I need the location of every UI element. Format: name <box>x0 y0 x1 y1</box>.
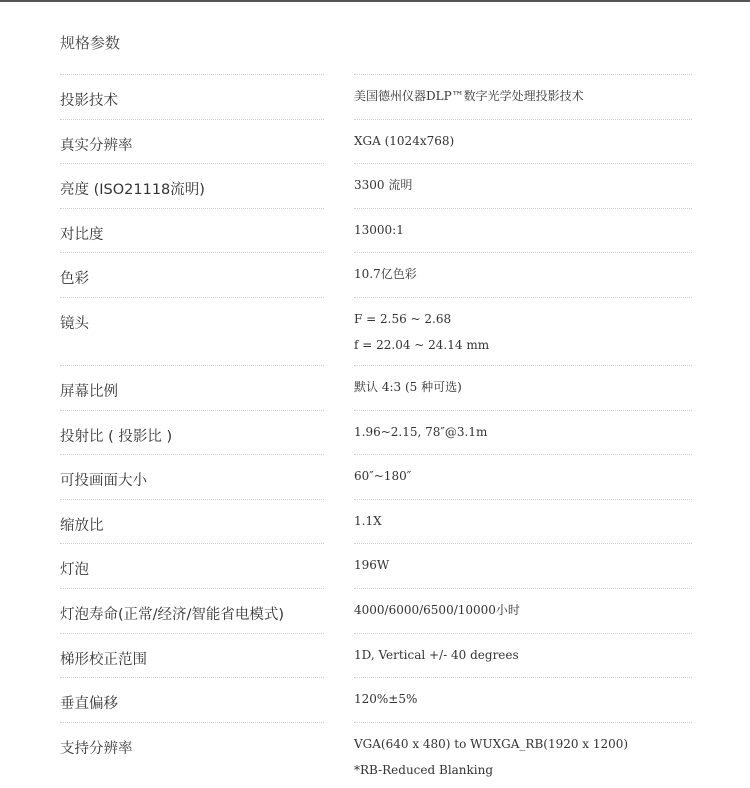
spec-value-line: XGA (1024x768) <box>354 134 455 148</box>
spec-label: 缩放比 <box>60 499 324 543</box>
spec-value-line: 美国德州仪器DLP™数字光学处理投影技术 <box>354 89 584 103</box>
spec-row <box>60 454 692 499</box>
spec-label: 对比度 <box>60 208 324 252</box>
spec-value <box>354 588 692 633</box>
spec-label: 灯泡寿命(正常/经济/智能省电模式) <box>60 588 324 633</box>
spec-row <box>60 208 692 252</box>
spec-row <box>60 677 692 722</box>
spec-value <box>354 163 692 208</box>
spec-value <box>354 722 692 788</box>
spec-value-line: 196W <box>354 558 390 572</box>
spec-label: 可投画面大小 <box>60 454 324 499</box>
section-title: 规格参数 <box>60 34 121 52</box>
spec-row <box>60 633 692 677</box>
spec-value-line: 1D, Vertical +/- 40 degrees <box>354 648 519 662</box>
spec-value-line: 4000/6000/6500/10000小时 <box>354 603 520 617</box>
spec-value-line: 60″~180″ <box>354 469 412 483</box>
spec-value <box>354 119 692 163</box>
spec-label: 投影技术 <box>60 74 324 119</box>
spec-value <box>354 499 692 543</box>
spec-value-line: f = 22.04 ~ 24.14 mm <box>354 338 490 352</box>
spec-value-line: 13000:1 <box>354 223 404 237</box>
spec-value-line: 默认 4:3 (5 种可选) <box>354 380 462 394</box>
spec-row <box>60 74 692 119</box>
spec-row <box>60 252 692 297</box>
spec-label: 色彩 <box>60 252 324 297</box>
spec-value <box>354 543 692 588</box>
spec-label: 梯形校正范围 <box>60 633 324 677</box>
spec-value <box>354 410 692 454</box>
spec-value <box>354 365 692 410</box>
spec-value-line: 120%±5% <box>354 692 418 706</box>
spec-value <box>354 297 692 365</box>
spec-value-line: 1.96~2.15, 78″@3.1m <box>354 425 488 439</box>
spec-value-line: F = 2.56 ~ 2.68 <box>354 312 452 326</box>
spec-label: 真实分辨率 <box>60 119 324 163</box>
spec-label: 亮度 (ISO21118流明) <box>60 163 324 208</box>
spec-label: 投射比 ( 投影比 ) <box>60 410 324 454</box>
top-divider <box>0 0 750 2</box>
spec-row <box>60 499 692 543</box>
spec-row <box>60 543 692 588</box>
spec-row <box>60 365 692 410</box>
spec-row <box>60 119 692 163</box>
spec-value <box>354 633 692 677</box>
spec-label: 支持分辨率 <box>60 722 324 788</box>
spec-value-line: *RB-Reduced Blanking <box>354 763 494 777</box>
spec-label: 屏幕比例 <box>60 365 324 410</box>
spec-value <box>354 74 692 119</box>
spec-value-line: 1.1X <box>354 514 382 528</box>
spec-row <box>60 297 692 365</box>
spec-row <box>60 588 692 633</box>
spec-value <box>354 208 692 252</box>
spec-row <box>60 410 692 454</box>
spec-label: 灯泡 <box>60 543 324 588</box>
spec-value <box>354 677 692 722</box>
spec-value-line: VGA(640 x 480) to WUXGA_RB(1920 x 1200) <box>354 737 629 751</box>
spec-value-line: 10.7亿色彩 <box>354 267 417 281</box>
spec-value <box>354 454 692 499</box>
spec-value <box>354 252 692 297</box>
spec-row <box>60 163 692 208</box>
spec-value-line: 3300 流明 <box>354 178 413 192</box>
spec-label: 镜头 <box>60 297 324 365</box>
spec-label: 垂直偏移 <box>60 677 324 722</box>
spec-row <box>60 722 692 788</box>
spec-table <box>60 74 692 788</box>
